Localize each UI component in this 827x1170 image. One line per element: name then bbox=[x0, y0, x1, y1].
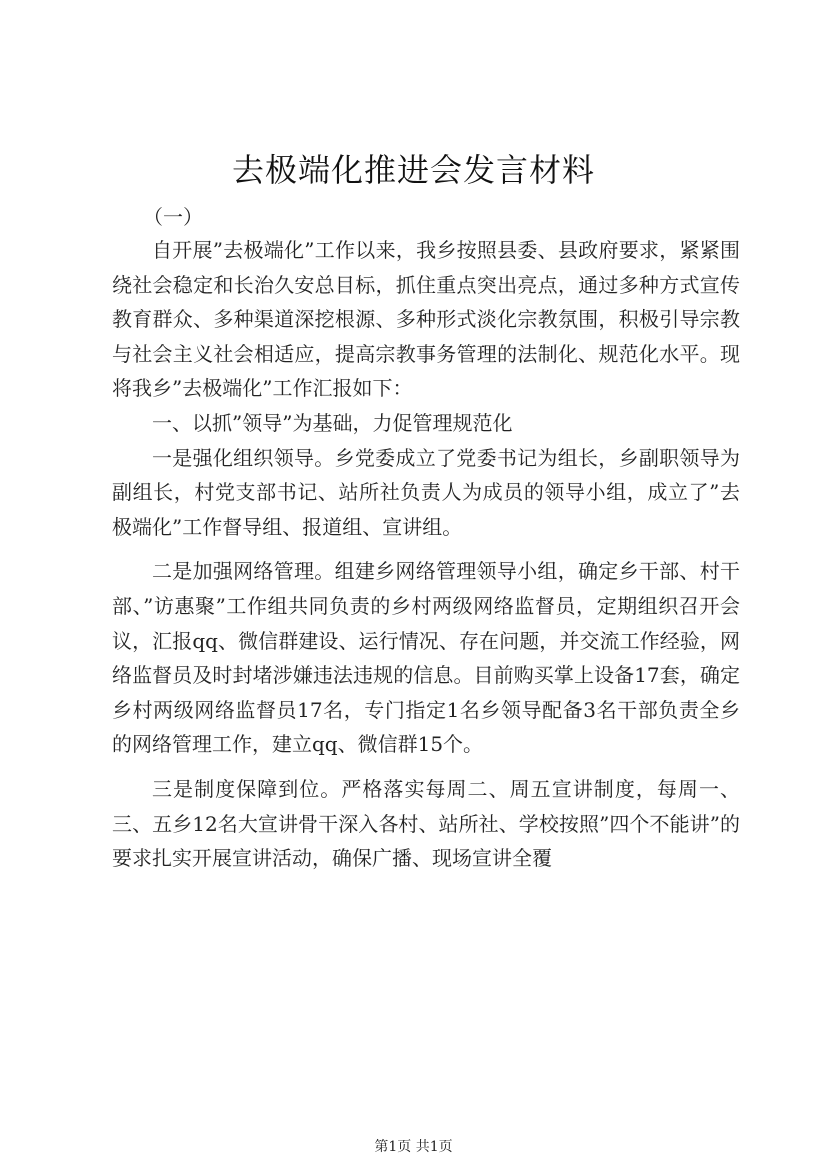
document-title: 去极端化推进会发言材料 bbox=[231, 151, 595, 189]
document-body bbox=[112, 233, 740, 876]
section-heading: 一、以抓”领导”为基础，力促管理规范化 bbox=[152, 410, 513, 435]
paragraph-organization: 一是强化组织领导。乡党委成立了党委书记为组长，乡副职领导为副组长，村党支部书记、站所社负责人为成员的领导小组，成立了”去极端化”工作督导组、报道组、宣讲组。 bbox=[112, 445, 740, 539]
paragraph-intro: 自开展”去极端化”工作以来，我乡按照县委、县政府要求，紧紧围绕社会稳定和长治久安总目标，抓住重点突出亮点，通过多种方式宣传教育群众、多种渠道深挖根源、多种形式淡化宗教氛围，积极引导宗教与社会主义社会相适应，提高宗教事务管理的法制化、规范化水平。现将我乡”去极端化”工作汇报如下： bbox=[112, 238, 740, 401]
paragraph-system: 三是制度保障到位。严格落实每周二、周五宣讲制度，每周一、三、五乡12名大宣讲骨干深入各村、站所社、学校按照”四个不能讲”的要求扎实开展宣讲活动，确保广播、现场宣讲全覆 bbox=[112, 776, 740, 871]
document-subtitle: （一） bbox=[143, 205, 203, 229]
page-footer: 第1页 共1页 bbox=[374, 1139, 453, 1155]
paragraph-network: 二是加强网络管理。组建乡网络管理领导小组，确定乡干部、村干部、”访惠聚”工作组共同负责的乡村两级网络监督员，定期组织召开会议，汇报qq、微信群建设、运行情况、存在问题，并交流工作经验，网络监督员及时封堵涉嫌违法违规的信息。目前购买掌上设备17套，确定乡村两级网络监督员17名，专门指定1名乡领导配备3名干部负责全乡的网络管理工作，建立qq、微信群15个。 bbox=[112, 559, 740, 757]
